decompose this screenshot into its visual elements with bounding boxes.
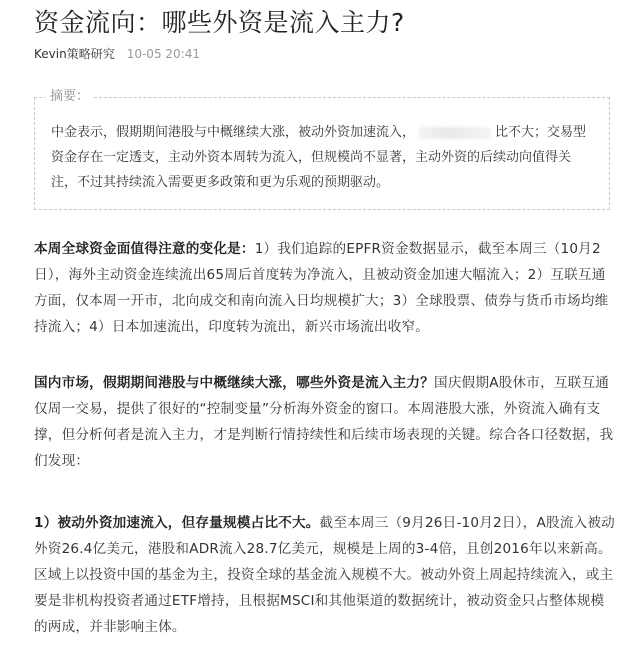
paragraph-global-funds: [34, 236, 618, 340]
paragraph-body: 国庆假期A股休市，互联互通仅周一交易，提供了很好的“控制变量”分析海外资金的窗口。本周港股大涨，外资流入确有支撑，但分析何者是流入主力，才是判断行情持续性和后续市场表现的关键。综合各口径数据，我们发现：: [34, 375, 614, 469]
redacted-blur: [419, 127, 491, 139]
publish-date: 10-05 20:41: [126, 47, 200, 61]
paragraph-passive-inflow: [34, 510, 618, 640]
abstract-text-after: 比不大；交易型资金存在一定透支，主动外资本周转为流入，但规模尚不显著，主动外资的后续动向值得关注，不过其持续流入需要更多政策和更为乐观的预期驱动。: [51, 125, 587, 190]
paragraph-body: 1）我们追踪的EPFR资金数据显示，截至本周三（10月2日），海外主动资金连续流出65周后首度转为净流入，且被动资金加速大幅流入；2）互联互通方面，仅本周一开市，北向成交和南向流入日均规模扩大；3）全球股票、债券与货币市场均维持流入；4）日本加速流出，印度转为流出，新兴市场流出收窄。: [34, 241, 609, 335]
author-name[interactable]: Kevin策略研究: [34, 47, 115, 61]
article-title: 资金流向：哪些外资是流入主力?: [34, 8, 405, 37]
abstract-box: [34, 89, 610, 210]
paragraph-body: 截至本周三（9月26日-10月2日），A股流入被动外资26.4亿美元，港股和ADR流入28.7亿美元，规模是上周的3-4倍，且创2016年以来新高。区域上以投资中国的基金为主，投资全球的基金流入规模不大。被动外资上周起持续流入，或主要是非机构投资者通过ETF增持，且根据MSCI和其他渠道的数据统计，被动资金只占整体规模的两成，并非影响主体。: [34, 515, 615, 635]
paragraph-domestic-market: [34, 370, 618, 474]
article-meta: [34, 46, 618, 62]
abstract-label: 摘要：: [45, 89, 94, 105]
paragraph-lead: 本周全球资金面值得注意的变化是：: [34, 241, 255, 257]
paragraph-lead: 1）被动外资加速流入，但存量规模占比不大。: [34, 515, 320, 531]
abstract-text-before: 中金表示，假期期间港股与中概继续大涨，被动外资加速流入，: [51, 125, 416, 140]
paragraph-lead: 国内市场，假期期间港股与中概继续大涨，哪些外资是流入主力？: [34, 375, 435, 391]
abstract-text: [51, 120, 595, 195]
